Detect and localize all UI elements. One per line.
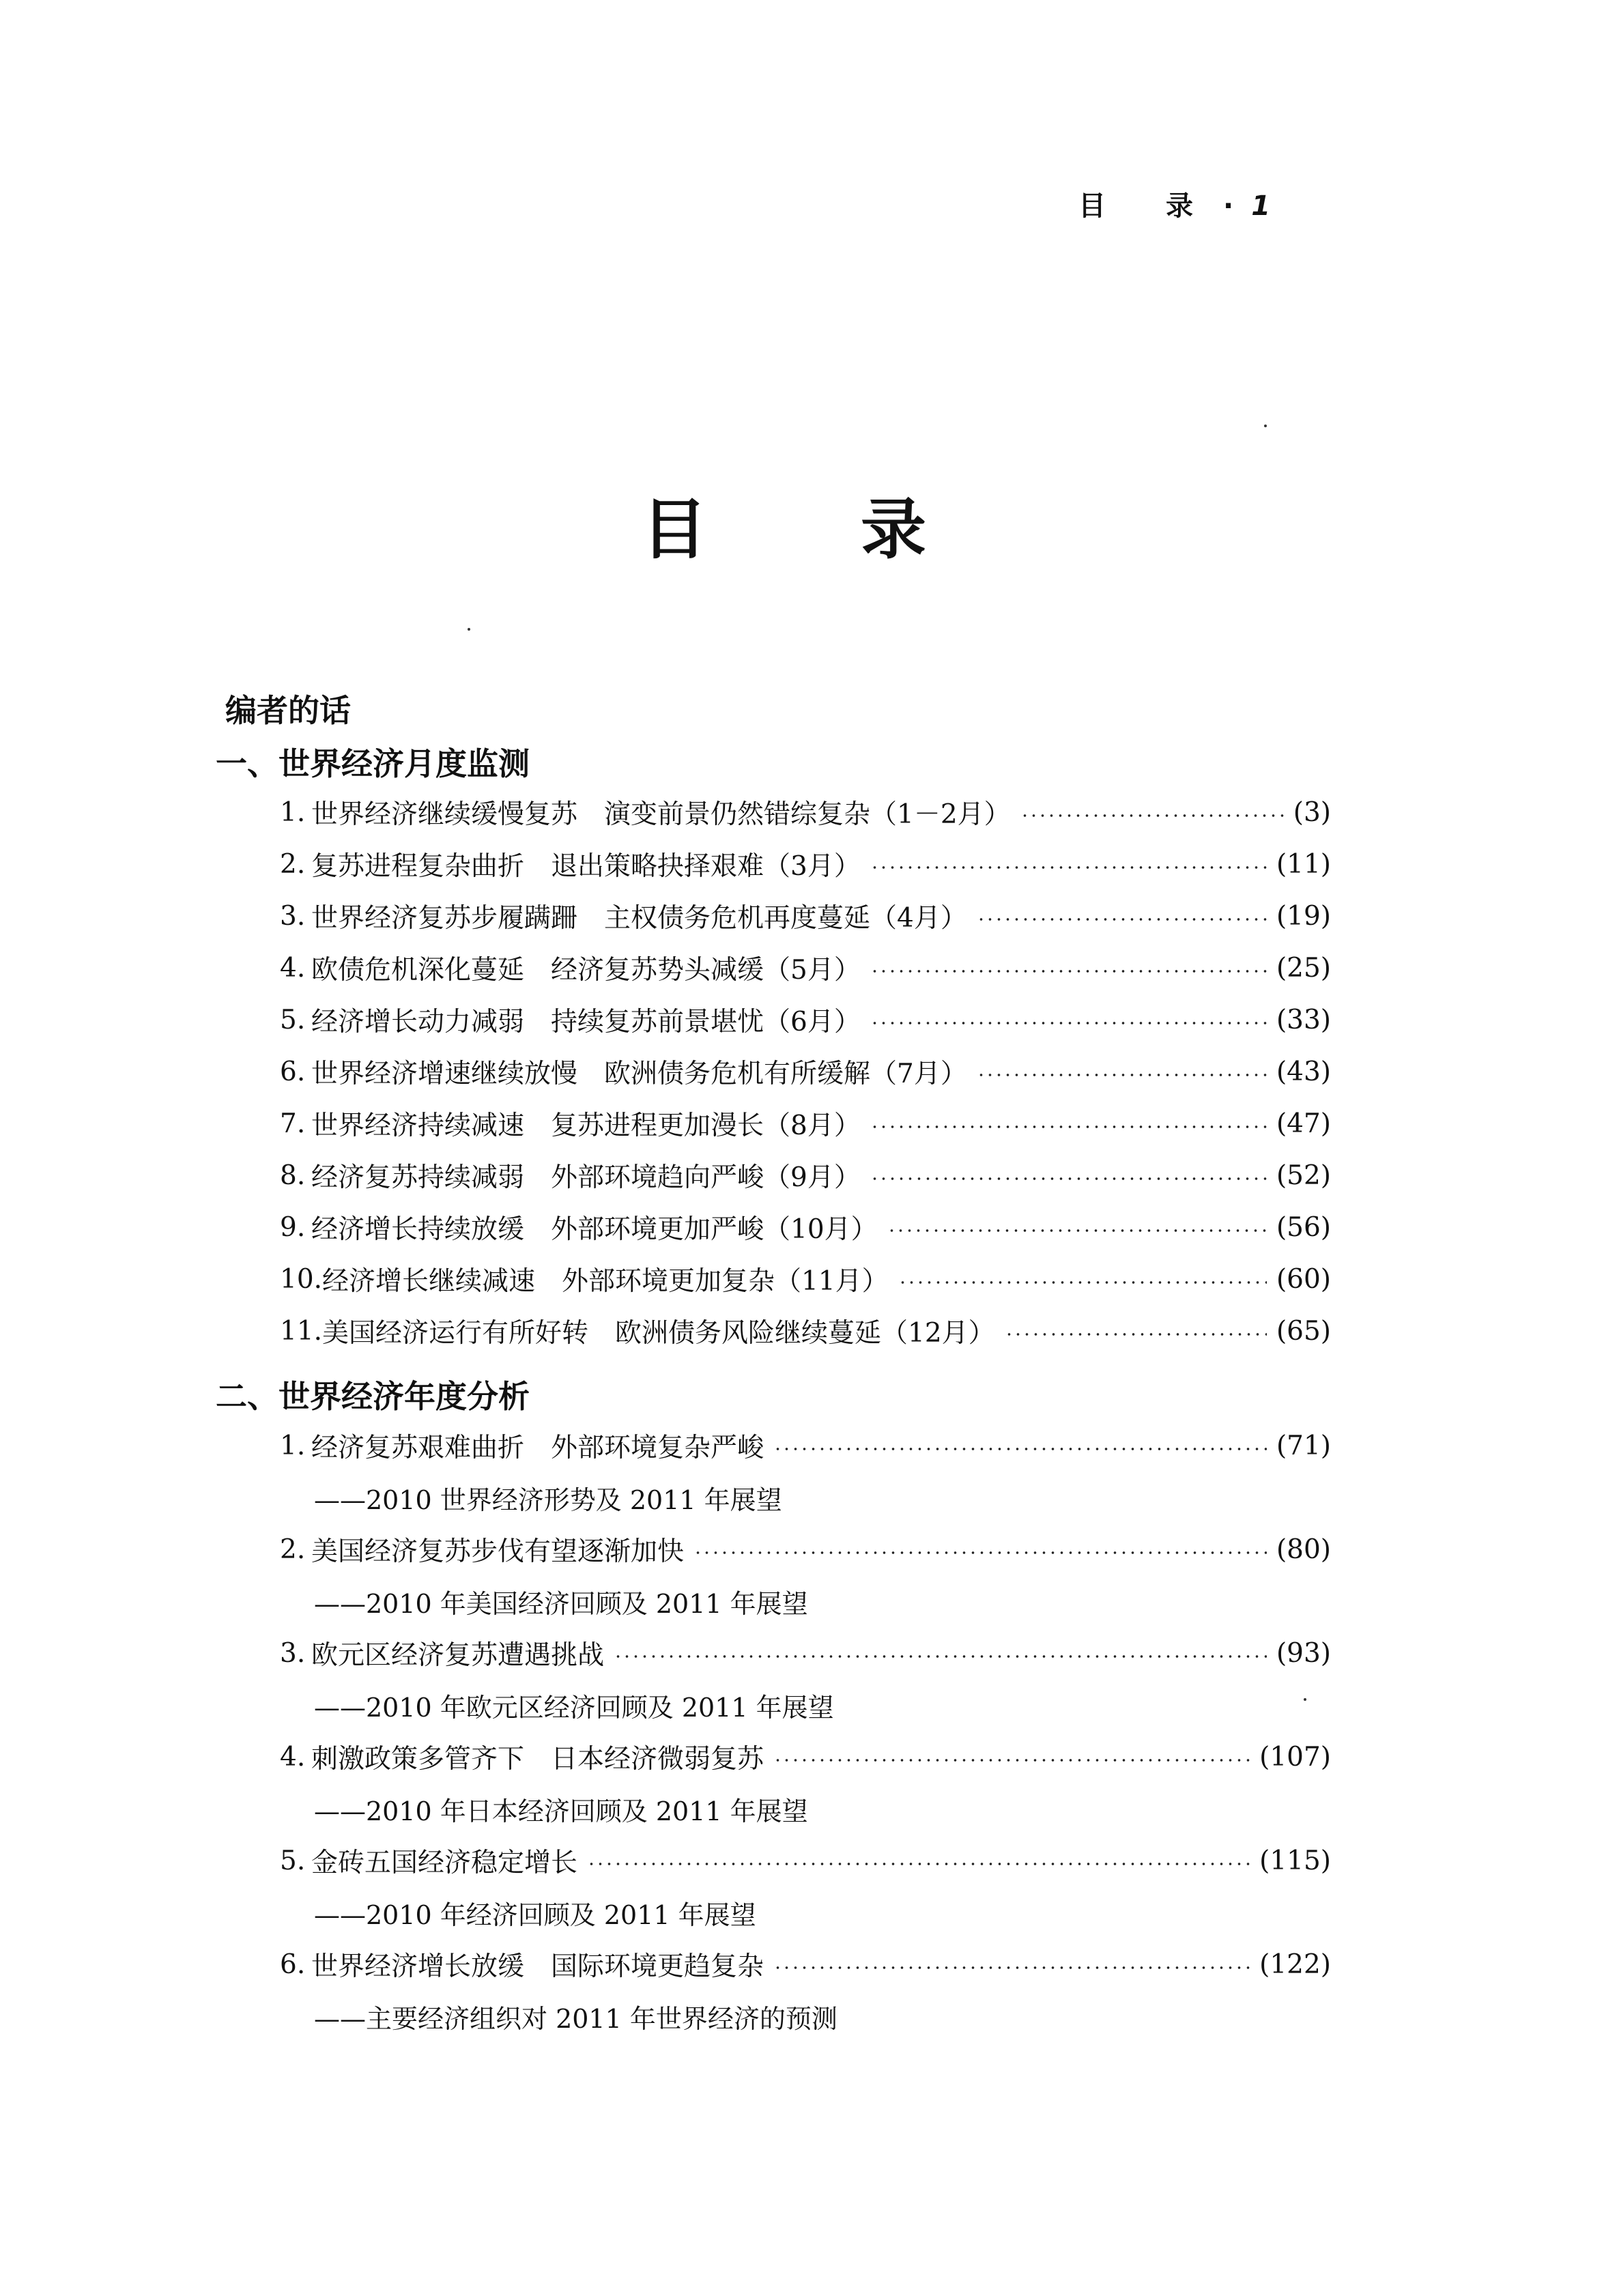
entry-subtitle: ——2010 世界经济形势及 2011 年展望: [314, 1484, 782, 1515]
entry-number: 2.: [280, 1534, 306, 1565]
entry-page-number: (52): [1276, 1160, 1331, 1191]
running-head-char1: 目: [1078, 190, 1107, 222]
toc-entry[interactable]: [280, 1051, 1331, 1092]
dot-leader: [587, 1863, 1250, 1865]
toc-entry[interactable]: [280, 1425, 1331, 1466]
entry-page-number: (93): [1276, 1637, 1331, 1669]
scan-speck: [1304, 1698, 1306, 1701]
dot-leader: [693, 1551, 1267, 1554]
entry-page-number: (33): [1276, 1004, 1331, 1035]
dot-leader: [977, 918, 1267, 921]
entry-title: 美国经济运行有所好转 欧洲债务风险继续蔓延（12月）: [322, 1318, 995, 1349]
entry-title: 美国经济复苏步伐有望逐渐加快: [311, 1536, 685, 1567]
entry-number: 2.: [280, 848, 306, 880]
entry-title: 经济增长继续减速 外部环境更加复杂（11月）: [322, 1266, 889, 1297]
entry-page-number: (60): [1276, 1263, 1331, 1295]
dot-leader: [773, 1966, 1250, 1969]
toc-entry[interactable]: [280, 1736, 1331, 1777]
entry-number: 10.: [280, 1263, 323, 1295]
section-heading-1: 一、世界经济月度监测: [216, 745, 530, 782]
entry-subtitle: ——2010 年美国经济回顾及 2011 年展望: [314, 1588, 808, 1619]
running-head-dot: ·: [1223, 190, 1235, 222]
entry-subtitle: ——2010 年欧元区经济回顾及 2011 年展望: [314, 1692, 834, 1723]
entry-number: 4.: [280, 952, 306, 984]
entry-number: 3.: [280, 1637, 306, 1669]
entry-title: 世界经济增速继续放慢 欧洲债务危机有所缓解（7月）: [311, 1059, 967, 1089]
toc-entry[interactable]: [280, 895, 1331, 936]
entry-title: 世界经济持续减速 复苏进程更加漫长（8月）: [311, 1110, 861, 1141]
entry-page-number: (115): [1259, 1845, 1331, 1876]
entry-title: 刺激政策多管齐下 日本经济微弱复苏: [311, 1744, 764, 1775]
toc-entry[interactable]: [280, 844, 1331, 885]
entry-number: 5.: [280, 1845, 306, 1876]
scan-speck: [1264, 425, 1267, 427]
entry-page-number: (71): [1276, 1430, 1331, 1461]
entry-page-number: (107): [1259, 1741, 1331, 1773]
entry-page-number: (80): [1276, 1534, 1331, 1565]
dot-leader: [614, 1655, 1267, 1658]
entry-number: 7.: [280, 1108, 306, 1139]
entry-number: 3.: [280, 900, 306, 932]
entry-subtitle: ——主要经济组织对 2011 年世界经济的预测: [314, 2003, 837, 2034]
entry-page-number: (43): [1276, 1056, 1331, 1087]
entry-page-number: (122): [1259, 1949, 1331, 1980]
entry-title: 经济复苏艰难曲折 外部环境复杂严峻: [311, 1433, 764, 1463]
entry-page-number: (25): [1276, 952, 1331, 984]
scan-speck: [468, 628, 470, 631]
entry-number: 5.: [280, 1004, 306, 1035]
toc-entry[interactable]: [280, 1155, 1331, 1196]
page-number: 1: [1251, 190, 1272, 222]
dot-leader: [1020, 814, 1284, 817]
entry-number: 4.: [280, 1741, 306, 1773]
toc-entry[interactable]: [280, 1944, 1331, 1985]
entry-page-number: (56): [1276, 1211, 1331, 1243]
entry-title: 世界经济增长放缓 国际环境更趋复杂: [311, 1951, 764, 1982]
entry-title: 经济增长动力减弱 持续复苏前景堪忧（6月）: [311, 1007, 861, 1037]
dot-leader: [870, 970, 1267, 973]
entry-title: 金砖五国经济稳定增长: [311, 1848, 578, 1878]
dot-leader: [977, 1074, 1267, 1076]
toc-entry[interactable]: [280, 1840, 1331, 1881]
entry-number: 1.: [280, 1430, 306, 1461]
entry-number: 9.: [280, 1211, 306, 1243]
entry-page-number: (3): [1293, 797, 1331, 828]
toc-entry[interactable]: [280, 792, 1331, 833]
running-head-char2: 录: [1166, 190, 1194, 222]
toc-entry[interactable]: [280, 947, 1331, 988]
toc-entry[interactable]: [280, 1103, 1331, 1144]
entry-title: 世界经济继续缓慢复苏 演变前景仍然错综复杂（1－2月）: [311, 799, 1011, 830]
entry-subtitle: ——2010 年日本经济回顾及 2011 年展望: [314, 1796, 808, 1826]
dot-leader: [870, 1177, 1267, 1180]
toc-entry[interactable]: [280, 1633, 1331, 1674]
entry-number: 8.: [280, 1160, 306, 1191]
title-char1: 目: [642, 491, 707, 568]
dot-leader: [1005, 1333, 1267, 1336]
dot-leader: [870, 1022, 1267, 1024]
dot-leader: [773, 1759, 1250, 1762]
toc-entry[interactable]: [280, 1529, 1331, 1570]
running-head: [1078, 184, 1272, 223]
editor-note-heading: 编者的话: [225, 692, 351, 729]
entry-number: 1.: [280, 797, 306, 828]
entry-subtitle: ——2010 年经济回顾及 2011 年展望: [314, 1899, 756, 1930]
entry-page-number: (19): [1276, 900, 1331, 932]
entry-number: 6.: [280, 1949, 306, 1980]
title-char2: 录: [861, 491, 926, 568]
entry-title: 欧债危机深化蔓延 经济复苏势头减缓（5月）: [311, 955, 861, 986]
toc-entry[interactable]: [280, 999, 1331, 1040]
dot-leader: [870, 1125, 1267, 1128]
page-title: [642, 478, 926, 571]
entry-number: 6.: [280, 1056, 306, 1087]
dot-leader: [898, 1281, 1267, 1284]
entry-title: 欧元区经济复苏遭遇挑战: [311, 1640, 605, 1671]
entry-title: 经济增长持续放缓 外部环境更加严峻（10月）: [311, 1214, 878, 1245]
toc-entry[interactable]: [280, 1310, 1331, 1351]
dot-leader: [773, 1448, 1267, 1450]
dot-leader: [887, 1229, 1267, 1232]
entry-title: 经济复苏持续减弱 外部环境趋向严峻（9月）: [311, 1162, 861, 1193]
toc-entry[interactable]: [280, 1259, 1331, 1300]
entry-page-number: (65): [1276, 1315, 1331, 1347]
entry-title: 复苏进程复杂曲折 退出策略抉择艰难（3月）: [311, 851, 861, 882]
dot-leader: [870, 866, 1267, 869]
entry-number: 11.: [280, 1315, 323, 1347]
entry-title: 世界经济复苏步履蹒跚 主权债务危机再度蔓延（4月）: [311, 903, 967, 934]
toc-entry[interactable]: [280, 1207, 1331, 1248]
entry-page-number: (47): [1276, 1108, 1331, 1139]
entry-page-number: (11): [1276, 848, 1331, 880]
section-heading-2: 二、世界经济年度分析: [216, 1378, 530, 1415]
